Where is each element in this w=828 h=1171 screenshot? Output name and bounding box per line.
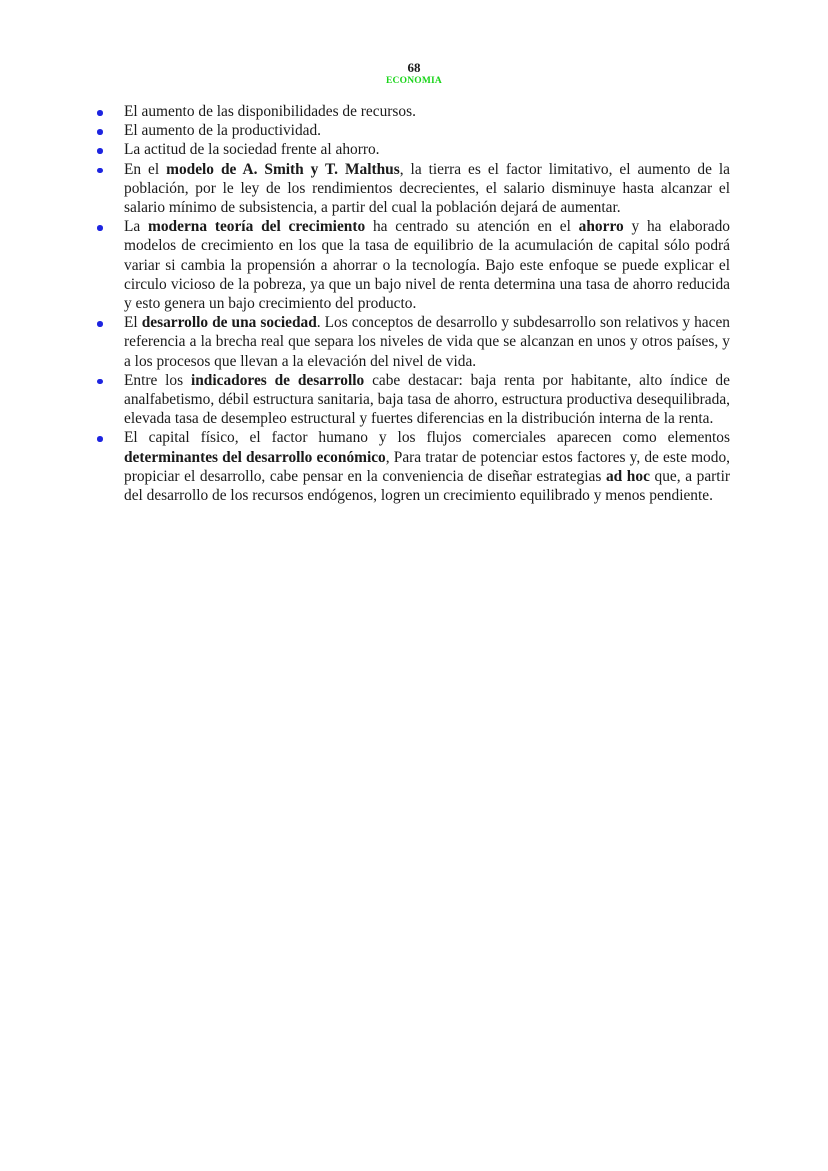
- text-run: cabe destacar: baja renta por habitante, alto índice de analfabetismo, débil estructura sanitaria, baja tasa de ahorro, estructura productiva desequilibrada, elevada tasa de desempleo estructural y fuertes diferencias en la distribución interna de la renta.: [124, 371, 730, 428]
- bullet-icon: [97, 129, 103, 135]
- text-run: y ha elaborado modelos de crecimiento en los que la tasa de equilibrio de la acumulación de capital sólo podrá variar si cambia la propensión a ahorrar o la tecnología. Bajo este enfoque se puede explicar el circulo vicioso de la pobreza, ya que un bajo nivel de renta determina una tasa de ahorro reducida y esto genera un bajo crecimiento del producto.: [124, 218, 730, 313]
- list-item: [124, 121, 730, 140]
- list-item: [124, 160, 730, 218]
- list-item: [124, 102, 730, 121]
- text-run: Entre los: [124, 371, 191, 389]
- bullet-icon: [97, 225, 103, 231]
- text-run: La: [124, 218, 149, 236]
- bullet-list: [0, 102, 828, 505]
- page-header: [0, 60, 828, 87]
- text-run: , la tierra es el factor limitativo, el aumento de la población, por le ley de los rendimientos decrecientes, el salario disminuye hasta alcanzar el salario mínimo de subsistencia, a partir del cual la población dejará de aumentar.: [124, 160, 730, 217]
- text-run: El capital físico, el factor humano y los flujos comerciales aparecen como elementos: [124, 429, 730, 447]
- text-run: En el: [124, 160, 167, 178]
- text-run: , Para tratar de potenciar estos factores y, de este modo, propiciar el desarrollo, cabe pensar en la conveniencia de diseñar estrategias: [124, 448, 730, 485]
- bullet-icon: [97, 436, 103, 442]
- bold-term: moderna teoría del crecimiento: [148, 218, 366, 236]
- bullet-icon: [97, 321, 103, 327]
- text-run: ha centrado su atención en el: [365, 218, 579, 236]
- text-run: El: [124, 314, 142, 332]
- list-item: [124, 313, 730, 371]
- list-item: [124, 371, 730, 429]
- list-item-text: [124, 372, 730, 427]
- bullet-icon: [97, 110, 103, 116]
- page-number: 68: [407, 60, 421, 75]
- list-item: [124, 140, 730, 159]
- list-item-text: La actitud de la sociedad frente al ahorro.: [124, 141, 380, 159]
- bold-term: ad hoc: [605, 467, 650, 485]
- list-item-text: [124, 429, 730, 504]
- running-title: ECONOMIA: [386, 76, 442, 86]
- list-item-text: [124, 314, 730, 369]
- bullet-icon: [97, 168, 103, 174]
- bold-term: desarrollo de una sociedad: [141, 314, 317, 332]
- list-item-text: [124, 161, 730, 216]
- list-item-text: [124, 218, 730, 312]
- bold-term: determinantes del desarrollo económico: [124, 448, 386, 466]
- list-item-text: El aumento de la productividad.: [124, 122, 322, 140]
- bullet-icon: [97, 148, 103, 154]
- bold-term: modelo de A. Smith y T. Malthus: [166, 160, 400, 178]
- list-item: [124, 217, 730, 313]
- text-run: que, a partir del desarrollo de los recursos endógenos, logren un crecimiento equilibrado y menos pendiente.: [124, 467, 730, 505]
- bullet-icon: [97, 379, 103, 385]
- list-item: [124, 428, 730, 505]
- list-item-text: El aumento de las disponibilidades de recursos.: [124, 103, 416, 120]
- text-run: . Los conceptos de desarrollo y subdesarrollo son relativos y hacen referencia a la brecha real que separa los niveles de vida que se alcanzan en unos y otros países, y a los procesos que llevan a la elevación del nivel de vida.: [124, 314, 730, 370]
- bold-term: ahorro: [578, 218, 624, 236]
- bold-term: indicadores de desarrollo: [190, 371, 365, 389]
